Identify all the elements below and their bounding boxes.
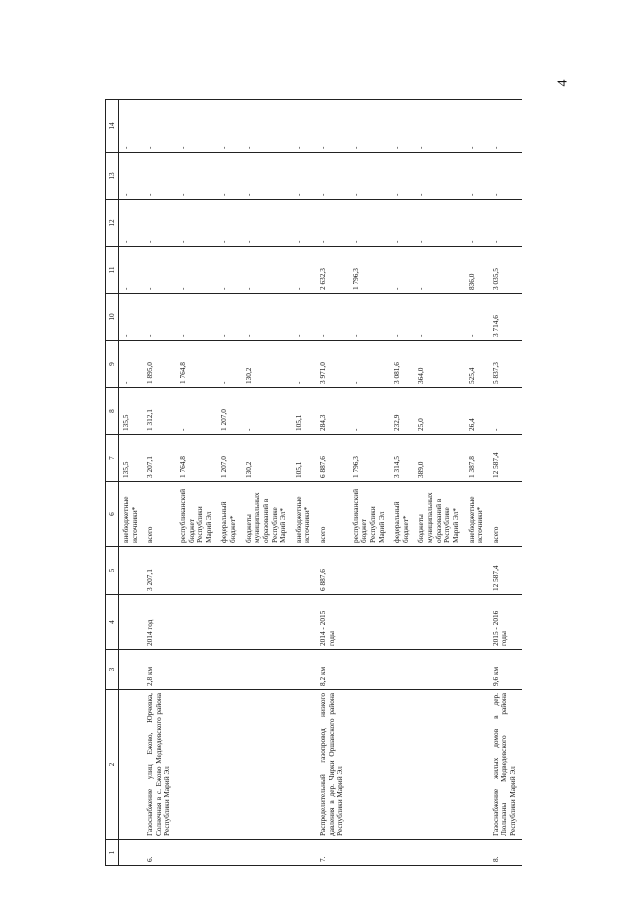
- column-header: 2: [106, 690, 119, 840]
- table-cell: -: [242, 247, 292, 294]
- table-cell: 130,2: [242, 435, 292, 482]
- table-cell: -: [390, 294, 414, 341]
- table-cell: 1 207,0: [217, 388, 241, 435]
- table-cell: [465, 595, 489, 650]
- table-cell: 389,0: [414, 435, 464, 482]
- table-cell: 284,3: [316, 388, 349, 435]
- table-cell: -: [292, 200, 316, 247]
- table-row: [292, 100, 316, 866]
- table-cell: 3 714,6: [489, 294, 522, 341]
- column-header: 13: [106, 153, 119, 200]
- column-header: 3: [106, 650, 119, 690]
- table-cell: -: [119, 247, 144, 294]
- table-cell: [349, 547, 390, 595]
- table-cell: -: [217, 294, 241, 341]
- table-cell: 1 796,3: [349, 435, 390, 482]
- table-cell: [217, 595, 241, 650]
- table-cell: -: [143, 200, 176, 247]
- table-cell: -: [489, 388, 522, 435]
- table-row: [119, 100, 144, 866]
- table-cell: -: [217, 153, 241, 200]
- table-cell: [292, 547, 316, 595]
- table-cell: -: [143, 294, 176, 341]
- table-cell: -: [390, 100, 414, 153]
- table-cell: 12 587,4: [489, 435, 522, 482]
- table-cell: [414, 595, 464, 650]
- column-header: 7: [106, 435, 119, 482]
- table-cell: 364,0: [414, 341, 464, 388]
- table-cell: [119, 840, 144, 866]
- table-cell: 5 837,3: [489, 341, 522, 388]
- table-row: [217, 100, 241, 866]
- table-cell: федеральный бюджет*: [217, 482, 241, 547]
- table-cell: [119, 595, 144, 650]
- table-cell: -: [292, 100, 316, 153]
- column-header: 12: [106, 200, 119, 247]
- table-cell: 2,8 км: [143, 650, 176, 690]
- table-cell: [414, 547, 464, 595]
- table-cell: 12 587,4: [489, 547, 522, 595]
- table-cell: -: [414, 100, 464, 153]
- column-number-row: [106, 100, 119, 866]
- table-cell: [242, 595, 292, 650]
- table-cell: -: [176, 247, 217, 294]
- table-cell: 9,6 км: [489, 650, 522, 690]
- table-cell: [217, 840, 241, 866]
- table-cell: -: [390, 153, 414, 200]
- table-cell: -: [217, 341, 241, 388]
- column-header: 9: [106, 341, 119, 388]
- table-cell: -: [316, 100, 349, 153]
- table-cell: -: [349, 294, 390, 341]
- table-cell: 105,1: [292, 435, 316, 482]
- table-cell: 836,0: [465, 247, 489, 294]
- table-cell: -: [242, 153, 292, 200]
- table-cell: [465, 650, 489, 690]
- table-cell: 1 312,1: [143, 388, 176, 435]
- program-table: [105, 99, 522, 866]
- table-cell: 1 387,8: [465, 435, 489, 482]
- table-cell: 3 081,6: [390, 341, 414, 388]
- table-cell: -: [489, 100, 522, 153]
- page-number: 4: [555, 79, 571, 87]
- table-cell: -: [217, 200, 241, 247]
- table-cell: бюджеты муниципальных образований в Республике Марий Эл*: [414, 482, 464, 547]
- table-cell: [390, 840, 414, 866]
- table-cell: 8,2 км: [316, 650, 349, 690]
- table-cell: -: [176, 200, 217, 247]
- table-cell: -: [176, 294, 217, 341]
- table-cell: -: [465, 200, 489, 247]
- table-cell: 2 632,3: [316, 247, 349, 294]
- table-cell: -: [217, 100, 241, 153]
- table-cell: [465, 547, 489, 595]
- table-cell: [292, 840, 316, 866]
- table-row: [143, 100, 176, 866]
- column-header: 8: [106, 388, 119, 435]
- table-cell: -: [349, 153, 390, 200]
- table-cell: -: [176, 153, 217, 200]
- table-cell: [242, 690, 292, 840]
- table-cell: [349, 840, 390, 866]
- table-row: [390, 100, 414, 866]
- table-cell: [414, 690, 464, 840]
- table-cell: внебюджетные источники*: [292, 482, 316, 547]
- table-cell: 3 314,5: [390, 435, 414, 482]
- table-row: [489, 100, 522, 866]
- table-cell: 525,4: [465, 341, 489, 388]
- table-cell: всего: [489, 482, 522, 547]
- table-cell: -: [119, 153, 144, 200]
- table-cell: [292, 690, 316, 840]
- table-cell: -: [316, 200, 349, 247]
- table-cell: [176, 840, 217, 866]
- table-cell: -: [489, 153, 522, 200]
- table-cell: -: [176, 388, 217, 435]
- column-header: 6: [106, 482, 119, 547]
- table-cell: [349, 595, 390, 650]
- table-cell: -: [349, 341, 390, 388]
- table-cell: [242, 650, 292, 690]
- table-cell: [390, 650, 414, 690]
- table-cell: [217, 690, 241, 840]
- table-cell: [119, 547, 144, 595]
- table-row: [349, 100, 390, 866]
- table-cell: -: [390, 200, 414, 247]
- table-cell: 8.: [489, 840, 522, 866]
- table-cell: всего: [143, 482, 176, 547]
- table-row: [316, 100, 349, 866]
- table-cell: -: [414, 247, 464, 294]
- table-cell: 3 035,5: [489, 247, 522, 294]
- table-cell: -: [316, 153, 349, 200]
- table-cell: -: [119, 200, 144, 247]
- table-cell: [176, 547, 217, 595]
- table-body: [119, 100, 522, 866]
- table-cell: [390, 690, 414, 840]
- table-cell: 6.: [143, 840, 176, 866]
- table-cell: -: [242, 388, 292, 435]
- table-cell: [349, 650, 390, 690]
- table-cell: 6 887,6: [316, 435, 349, 482]
- table-cell: -: [316, 294, 349, 341]
- table-cell: [176, 595, 217, 650]
- table-cell: 1 895,0: [143, 341, 176, 388]
- table-cell: всего: [316, 482, 349, 547]
- table-cell: [465, 690, 489, 840]
- table-cell: внебюджетные источники*: [465, 482, 489, 547]
- table-cell: 1 764,8: [176, 435, 217, 482]
- table-cell: Газоснабжение жилых домов в дер. Люльпаны Медведевского района Республики Марий Эл: [489, 690, 522, 840]
- table-cell: -: [414, 200, 464, 247]
- table-cell: -: [414, 153, 464, 200]
- table-cell: [217, 547, 241, 595]
- table-row: [242, 100, 292, 866]
- table-row: [414, 100, 464, 866]
- table-cell: -: [414, 294, 464, 341]
- table-cell: -: [465, 294, 489, 341]
- table-cell: 1 764,8: [176, 341, 217, 388]
- table-cell: федеральный бюджет*: [390, 482, 414, 547]
- table-cell: [390, 547, 414, 595]
- table-cell: 135,5: [119, 388, 144, 435]
- table-cell: -: [349, 100, 390, 153]
- table-cell: -: [390, 247, 414, 294]
- table-cell: [119, 690, 144, 840]
- table-cell: [465, 840, 489, 866]
- table-cell: [292, 595, 316, 650]
- table-cell: -: [119, 341, 144, 388]
- table-cell: 2015 - 2016 годы: [489, 595, 522, 650]
- table-cell: 135,5: [119, 435, 144, 482]
- column-header: 14: [106, 100, 119, 153]
- table-cell: [176, 690, 217, 840]
- table-cell: 2014 - 2015 годы: [316, 595, 349, 650]
- table-cell: [414, 840, 464, 866]
- table-cell: [176, 650, 217, 690]
- table-row: [465, 100, 489, 866]
- table-cell: -: [242, 100, 292, 153]
- table-cell: [119, 650, 144, 690]
- column-header: 10: [106, 294, 119, 341]
- table-cell: 2014 год: [143, 595, 176, 650]
- table-cell: -: [292, 153, 316, 200]
- table-cell: бюджеты муниципальных образований в Республике Марий Эл*: [242, 482, 292, 547]
- table-cell: 3 971,0: [316, 341, 349, 388]
- table-cell: [414, 650, 464, 690]
- table-cell: [292, 650, 316, 690]
- table-cell: республиканский бюджет Республики Марий Эл: [349, 482, 390, 547]
- table-cell: -: [349, 200, 390, 247]
- table-cell: -: [292, 341, 316, 388]
- table-cell: -: [242, 294, 292, 341]
- table-cell: [242, 840, 292, 866]
- table-row: [176, 100, 217, 866]
- table-cell: 1 796,3: [349, 247, 390, 294]
- table-cell: -: [349, 388, 390, 435]
- column-header: 1: [106, 840, 119, 866]
- table-cell: 3 207,1: [143, 547, 176, 595]
- table-cell: 1 207,0: [217, 435, 241, 482]
- table-cell: -: [242, 200, 292, 247]
- column-header: 11: [106, 247, 119, 294]
- table-cell: -: [489, 200, 522, 247]
- table-cell: -: [143, 247, 176, 294]
- table-cell: [349, 690, 390, 840]
- table-cell: -: [143, 153, 176, 200]
- table-cell: -: [292, 247, 316, 294]
- table-cell: Газоснабжение улиц Ежово, Юрчевка, Солнечная в с. Ежово Медведевского района Республики Марий Эл: [143, 690, 176, 840]
- table-cell: -: [465, 153, 489, 200]
- table-cell: 26,4: [465, 388, 489, 435]
- table-cell: внебюджетные источники*: [119, 482, 144, 547]
- table-cell: -: [217, 247, 241, 294]
- table-cell: [390, 595, 414, 650]
- table-cell: Распределительный газопровод низкого давления в дер. Чирки Оршанского района Республики Марий Эл: [316, 690, 349, 840]
- table-cell: 105,1: [292, 388, 316, 435]
- table-cell: республиканский бюджет Республики Марий Эл: [176, 482, 217, 547]
- column-header: 4: [106, 595, 119, 650]
- table-cell: 232,9: [390, 388, 414, 435]
- table-cell: 3 207,1: [143, 435, 176, 482]
- table-cell: [242, 547, 292, 595]
- table-cell: -: [292, 294, 316, 341]
- table-cell: 25,0: [414, 388, 464, 435]
- table-cell: 7.: [316, 840, 349, 866]
- table-cell: 130,2: [242, 341, 292, 388]
- table-cell: -: [143, 100, 176, 153]
- table-cell: -: [119, 294, 144, 341]
- table-cell: -: [465, 100, 489, 153]
- rotated-table-container: [105, 100, 569, 866]
- table-cell: -: [119, 100, 144, 153]
- table-cell: 6 887,6: [316, 547, 349, 595]
- column-header: 5: [106, 547, 119, 595]
- table-cell: [217, 650, 241, 690]
- table-cell: -: [176, 100, 217, 153]
